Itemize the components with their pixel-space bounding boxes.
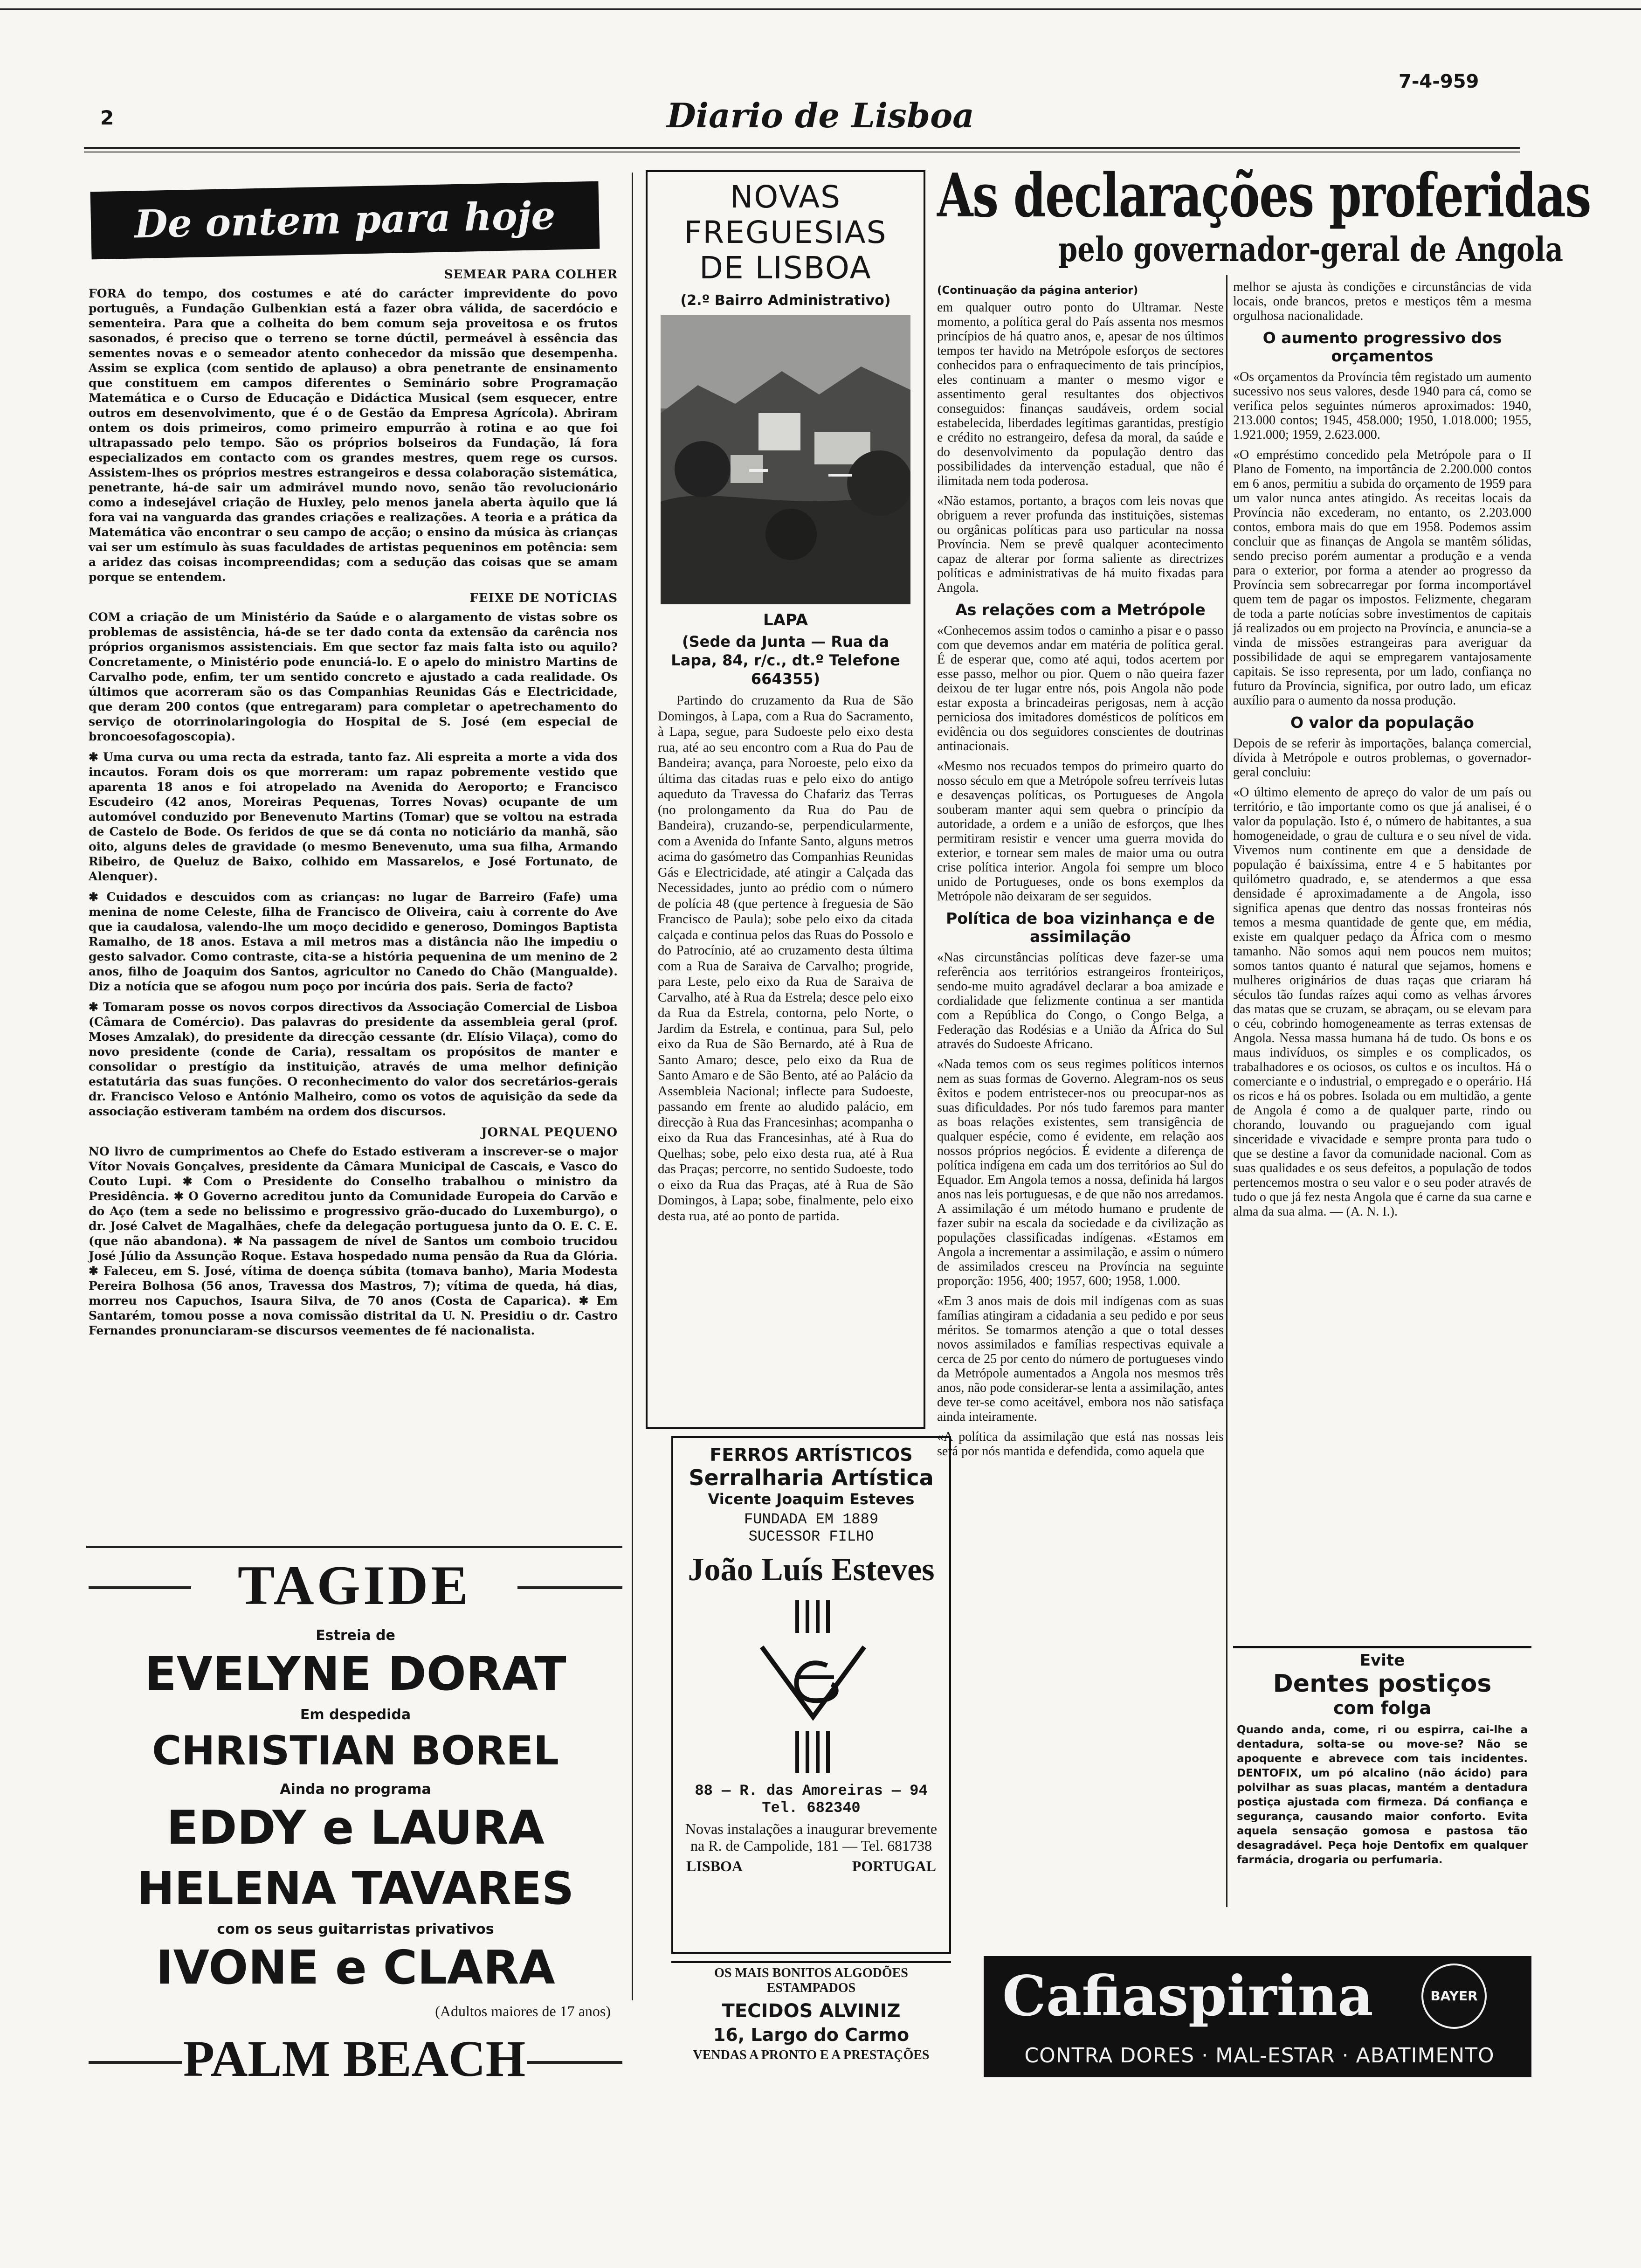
cafiaspirina-brand: Cafiaspirina	[1002, 1964, 1373, 2028]
photo-caption: LAPA	[763, 611, 808, 629]
ad-rule	[89, 1586, 191, 1589]
news-item: ✱ Tomaram posse os novos corpos directivos da Associação Comercial de Lisboa (Câmara de Comércio). Das palavras do presidente da assembleia geral (prof. Moses Amzalak), do presidente da direcção cessante (dr. Elísio Vilaça), como do novo presidente (conde de Caria), ressaltam os propósitos de manter e consolidar o prestígio da instituição, através de uma melhor definição estatutária das suas funções. O reconhecimento do valor dos secretários-gerais dr. Francisco Veloso e António Malheiro, como os votos de aquisição da sede da associação estiveram também na ordem dos discursos.	[89, 1000, 618, 1118]
tagide-line: Ainda no programa	[280, 1781, 431, 1798]
continuation-note: (Continuação da página anterior)	[937, 284, 1138, 297]
serralharia-line: FUNDADA EM 1889	[744, 1511, 879, 1528]
freguesias-subtitle: (2.º Bairro Administrativo)	[680, 292, 891, 309]
masthead-rule	[84, 147, 1520, 149]
tagide-performer: CHRISTIAN BOREL	[152, 1728, 559, 1774]
article-jornal: NO livro de cumprimentos ao Chefe do Estado estiveram a inscrever-se o major Vítor Novais Gonçalves, presidente da Câmara Municipal de Cascais, e Vasco do Couto Lupi. ✱ Com o Presidente do Conselho trabalhou o ministro da Presidência. ✱ O Governo acreditou junto da Comunidade Europeia do Carvão e do Aço (tem a sede no belissimo e progressivo grão-ducado do Luxemburgo), o dr. José Calvet de Magalhães, chefe da delegação portuguesa junto da O. E. C. E. (que não abandona). ✱ Na passagem de nível de Santos um comboio trucidou José Júlio da Assunção Roque. Estava hospedado numa pensão da Rua da Glória. ✱ Faleceu, em S. José, vítima de doença súbita (tomava banho), Maria Modesta Pereira Bolhosa (56 anos, Travessa dos Mastros, 7); vítima de queda, há dias, morreu nos Capuchos, Isaura Silva, de 70 anos (Costa de Caparica). ✱ Em Santarém, tomou posse a nova comissão distrital da U. N. Presidiu o dr. Castro Fernandes pronunciaram-se discursos veementes de fé nacionalista.	[89, 1145, 618, 1337]
article-subheading: O valor da população	[1290, 713, 1474, 732]
article-paragraph: melhor se ajusta às condições e circunstâncias de vida locais, onde brancos, pretos e mestiços têm a mesma orgulhosa nacionalidade.	[1233, 280, 1531, 323]
serralharia-notice: Novas instalações a inaugurar brevemente na R. de Campolide, 181 — Tel. 681738	[685, 1820, 938, 1854]
tecidos-line: VENDAS A PRONTO E A PRESTAÇÕES	[693, 2048, 930, 2062]
ad-rule	[527, 2061, 622, 2064]
article-paragraph: «O empréstimo concedido pela Metrópole para o II Plano de Fomento, na importância de 2.200.000 contos em 6 anos, permitiu a subida do orçamento de 1959 para um valor nunca antes atingido. As receitas locais da Província não excederam, no entanto, os 2.203.000 contos, embora mais do que em 1958. Podemos assim concluir que as finanças de Angola se mantêm sólidas, sendo preciso porém aumentar a produção e a venda para o exterior, por forma a atender ao progresso da Província sem sobrecarregar por forma incomportável quem tem de pagar os impostos. Felizmente, chegaram de toda a parte notícias sobre investimentos de capitais já realizados ou em projecto na Província, e anuncia-se a vinda de missões estrangeiras para averiguar da possibilidade de aqui se empregarem vantajosamente capitais. Se isso representa, por um lado, confiança no futuro da Província, significa, por outro lado, um eficaz auxílio para o aumento da nossa produção.	[1233, 448, 1531, 708]
freguesias-title: NOVAS	[730, 179, 841, 215]
ad-rule	[517, 1586, 622, 1589]
serralharia-line: Vicente Joaquim Esteves	[708, 1490, 915, 1508]
article-feixe: COM a criação de um Ministério da Saúde e o alargamento de vistas sobre os problemas de assistência, há-de se ter dado conta da extensão da carência nos próprios organismos assistenciais. Em que sector faz mais falta isto ou aquilo? Concretamente, o Ministério pode enunciá-lo. E o apelo do ministro Martins de Carvalho pode, enfim, ter um sentido concreto e ajustado a cada realidade. Os últimos que acorreram são os das Companhias Reunidas Gás e Electricidade, que deram 200 contos (que entregaram) para completar o apetrechamento do serviço de otorrinolaringologia do Hospital de S. José (em especial de broncoesofagoscopia).	[89, 610, 618, 743]
article-paragraph: «Mesmo nos recuados tempos do primeiro quarto do nosso século em que a Metrópole sofreu terríveis lutas e desavenças políticas, os Portugueses de Angola souberam manter aqui sem quebra o princípio da autoridade, a ordem e a união de esforços, que lhes permitiram resistir e vencer uma guerra movida do exterior, e tornear sem males de maior uma ou outra crise política interior. Angola foi sempre um bloco unido de Portugueses, onde os bons exemplos da Metrópole não deixaram de ser seguidos.	[937, 759, 1224, 904]
article-paragraph: «O último elemento de apreço do valor de um país ou território, e tão importante como os que já analisei, é o valor da população. Isto é, o número de habitantes, a sua homogeneidade, o grau de cultura e o seu nível de vida. Vivemos num continente em que a densidade de população é baixíssima, entre 4 e 5 habitantes por quilómetro quadrado, e, se atendermos a que essa densidade é aproximadamente a de Angola, isso significa apenas que dentro das nossas fronteiras nós temos a mesma quantidade de gente que, em média, existe em qualquer pedaço da África com o mesmo tamanho. Não somos aqui nem poucos nem muitos; somos tantos quanto é natural que sejamos, homens e mulheres originários de duas raças que criaram há séculos tão fundas raízes aqui como as velhas árvores das matas que se cruzam, se abraçam, ou se elevam para o céu, cobrindo homogeneamente as terras extensas de Angola. Nessa massa humana há de tudo. Os bons e os maus indivíduos, os simples e os complicados, os trabalhadores e os ociosos, os cultos e os incultos. Há o comerciante e o industrial, o empregado e o operário. Há os ricos e há os pobres. Isolada ou em multidão, a gente de Angola é como a de qualquer parte, rindo ou chorando, louvando ou praguejando com igual sinceridade e vivacidade e sempre pronta para tudo o que se destine a favor da comunidade nacional. Com as suas qualidades e os seus defeitos, a população de todos pertencemos mostra o seu valor e o seu poder através de tudo o que já fez nesta Angola que é carne da sua carne e alma da sua alma. — (A. N. I.).	[1233, 785, 1531, 1219]
dentofix-subtitle: com folga	[1333, 1698, 1431, 1718]
tagide-performer: EDDY e LAURA	[166, 1800, 545, 1855]
serralharia-ad	[671, 1436, 951, 1954]
article-subheading: Política de boa vizinhança e de assimilação	[946, 909, 1215, 946]
banner-title: De ontem para hoje	[134, 193, 556, 247]
section-title-semear: SEMEAR PARA COLHER	[444, 268, 618, 282]
article-paragraph: Depois de se referir às importações, balança comercial, dívida à Metrópole e outros problemas, o governador-geral concluiu:	[1233, 736, 1531, 780]
tagide-performer: IVONE e CLARA	[156, 1940, 555, 1995]
news-item: ✱ Uma curva ou uma recta da estrada, tanto faz. Ali espreita a morte a vida dos incautos. Foram dois os que morreram: um rapaz pobremente vestido que aparenta 18 anos e foi atropelado na Avenida do Aeroporto; e Francisco Escudeiro (42 anos, Moreiras Pequenas, Torres Novas) ocupante de um automóvel conduzido por Benevenuto Martins (Tomar) que se voltou na estrada de Castelo de Bode. Os feridos de que se dá conta no noticiário da manhã, são oito, alguns deles de gravidade (o mesmo Benevenuto, uma sua filha, Armando Ribeiro, de Queluz de Baixo, colhido em Massarelos, e José Fortunato, de Alenquer).	[89, 750, 618, 883]
tagide-performer: HELENA TAVARES	[137, 1862, 574, 1915]
ad-rule	[89, 2061, 182, 2064]
serralharia-line: FERROS ARTÍSTICOS	[710, 1445, 913, 1465]
serralharia-line: Serralharia Artística	[689, 1465, 934, 1490]
column-divider	[1226, 275, 1227, 1907]
article-paragraph: «A política da assimilação que está nas nossas leis será por nós mantida e defendida, como aquela que	[937, 1430, 1224, 1459]
ironwork-emblem-icon	[673, 1596, 953, 1782]
dentofix-title: Dentes postiços	[1273, 1670, 1492, 1698]
tagide-ad	[89, 1553, 622, 2126]
page-number: 2	[100, 106, 114, 129]
tecidos-line: OS MAIS BONITOS ALGODÕES ESTAMPADOS	[714, 1966, 908, 1995]
article-paragraph: em qualquer outro ponto do Ultramar. Neste momento, a política geral do País assenta nos mesmos princípios de há quatro anos, e, apesar de nos últimos tempos ter havido na Metrópole esforços de sectores conhecidos para o enfraquecimento de tais princípios, eles continuam a manter o mesmo vigor e assentimento geral resultantes dos objectivos conseguidos: finanças saudáveis, ordem social estabelecida, liberdades legítimas garantidas, prestígio e crédito no estrangeiro, defesa da moral, da saúde e do desenvolvimento da população dentro das possibilidades da intervenção estadual, que não é ilimitada nem toda poderosa.	[937, 300, 1224, 488]
serralharia-location	[686, 1858, 936, 1875]
junta-address: (Sede da Junta — Rua da Lapa, 84, r/c., dt.º Telefone 664355)	[671, 633, 900, 688]
masthead-title: Diario de Lisboa	[667, 96, 974, 135]
article-paragraph: «Nada temos com os seus regimes políticos internos nem as suas formas de Governo. Alegram-nos os seus êxitos e podem entristecer-nos ou preocupar-nos as suas dificuldades. Por nós tudo faremos para manter as boas relações existentes, sem transigência de qualquer espécie, como é evidente, em relação aos nossos próprios negócios. É evidente a diferença de política indígena em cada um dos territórios ao Sul do Equador. Em Angola temos a nossa, definida há largos anos nas leis portuguesas, e de que não nos arredamos. A assimilação é um método humano e prudente de fazer subir na escala da sociedade e da civilização as populações classificadas indígenas. «Estamos em Angola a incrementar a assimilação, e assim o número de assimilados cresceu na Província na seguinte proporção: 1956, 400; 1957, 600; 1958, 1.000.	[937, 1057, 1224, 1288]
article-subheading: O aumento progressivo dos orçamentos	[1262, 329, 1502, 365]
dentofix-ad	[1233, 1646, 1531, 1912]
article-paragraph: «Não estamos, portanto, a braços com leis novas que obriguem a rever profunda das instituições, sistemas ou orgânicas políticas para uso particular na nossa Província. Nem se prevê qualquer acontecimento capaz de alterar por forma saliente as directrizes políticas e administrativas de há muito fixadas para Angola.	[937, 494, 1224, 595]
article-paragraph: «Os orçamentos da Província têm registado um aumento sucessivo nos seus valores, desde 1940 para cá, como se verifica pelos seguintes números aproximados: 1940, 213.000 contos; 1945, 458.000; 1950, 1.018.000; 1955, 1.921.000; 1959, 2.623.000.	[1233, 370, 1531, 442]
masthead-date: 7-4-959	[1399, 71, 1479, 92]
tagide-age-note: (Adultos maiores de 17 anos)	[435, 2003, 611, 2019]
lapa-photo	[661, 315, 910, 604]
article-subhead: pelo governador-geral de Angola	[1058, 229, 1563, 269]
section-title-jornal: JORNAL PEQUENO	[481, 1126, 618, 1140]
serralharia-country: PORTUGAL	[852, 1858, 936, 1874]
freguesias-title: FREGUESIAS	[684, 214, 887, 250]
col1-bottom-rule	[86, 1546, 622, 1548]
freguesias-box	[646, 170, 925, 1429]
freguesias-title: DE LISBOA	[699, 250, 872, 286]
article-col-b	[1233, 280, 1531, 1224]
col1-content	[89, 261, 618, 1344]
serralharia-phone: Tel. 682340	[762, 1799, 861, 1817]
freguesia-limits-text: Partindo do cruzamento da Rua de São Domingos, à Lapa, com a Rua do Sacramento, à Lapa, segue, para Sudoeste pelo eixo desta rua, até ao seu encontro com a Rua do Pau de Bandeira; avança, para Noroeste, pelo eixo da última das citadas ruas e pelo eixo do antigo aqueduto da Travessa do Chafariz das Terras (no prolongamento da Rua do Pau de Bandeira), cruzando-se, perpendicularmente, com a Avenida do Infante Santo, alguns metros acima do gasómetro das Companhias Reunidas Gás e Electricidade, até atingir a Calçada das Necessidades, junto ao prédio com o número de polícia 48 (que pertence à freguesia de São Francisco de Paula); sobe pelo eixo da citada calçada e continua pelos das Ruas do Possolo e do Patrocínio, até ao cruzamento desta última com a Rua de Saraiva de Carvalho; progride, para Leste, pelo eixo da Rua de Saraiva de Carvalho, até à Rua da Estrela; desce pelo eixo da Rua da Estrela, contorna, pelo Norte, o Jardim da Estrela, e continua, para Sul, pelo eixo da Rua de São Bernardo, até à Rua de Santo Amaro; desce, pelo eixo da Rua de Santo Amaro e de São Bento, até ao Palácio da Assembleia Nacional; inflecte para Sudoeste, passando em frente ao aludido palácio, em direcção à Rua das Francesinhas; acompanha o eixo da Rua das Francesinhas, até à Rua do Quelhas; sobe, pelo eixo desta rua, até à Rua das Praças; percorre, no sentido Sudoeste, todo o eixo da Rua das Praças, até à Rua de São Domingos, à Lapa; sobe, finalmente, pelo eixo desta rua, até ao ponto de partida.	[658, 693, 913, 1224]
tagide-line: com os seus guitarristas privativos	[217, 1921, 494, 1937]
column-divider	[632, 173, 633, 2000]
news-item: ✱ Cuidados e descuidos com as crianças: no lugar de Barreiro (Fafe) uma menina de nome Celeste, filha de Francisco de Oliveira, caiu à corrente do Ave que ia caudalosa, valendo-lhe um moço decidido e generoso, Domingos Baptista Ramalho, de 18 anos. Estava a mil metros mas a distância não lhe impediu o gesto salvador. Como contraste, cita-se a história pequenina de um menino de 2 anos, filho de Joaquim dos Santos, agricultor no Canedo do Chão (Mangualde). Diz a notícia que se afogou num poço por incúria dos pais. Seria de facto?	[89, 890, 618, 993]
article-col-a	[937, 284, 1224, 1464]
bayer-seal-icon	[1421, 1964, 1487, 2029]
tagide-line: Estreia de	[316, 1627, 395, 1644]
article-paragraph: «Em 3 anos mais de dois mil indígenas com as suas famílias atingiram a cidadania a seu pedido e por seus méritos. Se tomarmos atenção a que o total desses novos assimilados e famílias respectivas equivale a cerca de 25 por cento do número de portugueses vindo da Metrópole aumentados a Angola nos mesmos três anos, não pode considerar-se lenta a assimilação, antes deve ter-se como aceitável, embora nos não satisfaça ainda inteiramente.	[937, 1294, 1224, 1424]
tagide-title: TAGIDE	[237, 1554, 471, 1616]
news-item-text: Uma curva ou uma recta da estrada, tanto faz. Ali espreita a morte a vida dos incautos. Foram dois os que morreram: um rapaz pobremente vestido que aparenta 18 anos e foi atropelado na Avenida do Aeroporto; e Francisco Escudeiro (42 anos, Moreiras Pequenas, Torres Novas) ocupante de um automóvel conduzido por Benevenuto Martins (Tomar) que se voltou na estrada de Castelo de Bode. Os feridos de que se dá conta no noticiário da manhã, são oito, alguns deles de gravidade (o mesmo Benevenuto, uma sua filha, Armando Ribeiro, de Queluz de Baixo, colhido em Massarelos, e José Fortunato, de Alenquer).	[89, 750, 618, 883]
serralharia-address: 88 — R. das Amoreiras — 94	[695, 1782, 928, 1799]
top-rule	[0, 8, 1641, 10]
serralharia-city: LISBOA	[686, 1858, 743, 1874]
news-item-text: Cuidados e descuidos com as crianças: no lugar de Barreiro (Fafe) uma menina de nome Celeste, filha de Francisco de Oliveira, caiu à corrente do Ave que ia caudalosa, valendo-lhe um moço decidido e generoso, Domingos Baptista Ramalho, de 18 anos. Estava a mil metros mas a distância não lhe impediu o gesto salvador. Como contraste, cita-se a história pequenina de um menino de 2 anos, filho de Joaquim dos Santos, agricultor no Canedo do Chão (Mangualde). Diz a notícia que se afogou num poço por incúria dos pais. Seria de facto?	[89, 890, 618, 993]
tecidos-address: 16, Largo do Carmo	[713, 2025, 910, 2045]
dentofix-top: Evite	[1359, 1651, 1405, 1670]
tagide-venue: PALM BEACH	[183, 2030, 526, 2087]
article-paragraph: «Nas circunstâncias políticas deve fazer-se uma referência aos territórios estrangeiros fronteiriços, sendo-me muito agradável declarar a boa amizade e cordialidade que felizmente continua a ser mantida com a República do Congo, o Congo Belga, a Federação das Rodésias e a União da África do Sul através do Sudoeste Africano.	[937, 950, 1224, 1051]
tecidos-ad	[671, 1961, 951, 2110]
article-subheading: As relações com a Metrópole	[955, 601, 1206, 619]
article-headline: As declarações proferidas	[937, 161, 1591, 231]
article-semear: FORA do tempo, dos costumes e até do carácter imprevidente do povo português, a Fundação Gulbenkian está a fazer obra válida, de sacerdócio e sementeira. Para que a colheita do bem comum seja proveitosa e os frutos sasonados, é preciso que o terreno se torne dúctil, permeável à essência das sementes novas e o semeador atento conhecedor da missão que desempenha. Assim se explica (com sentido de aplauso) a obra penetrante de ensinamento que constituem em campos diferentes o Seminário sobre Programação Matemática e o Curso de Educação e Didáctica Musical (sem esquecer, entre outros em desenvolvimento, que é o de Gestão da Empresa Agrícola). Abriram ontem os dois primeiros, como primeiro empurrão à rotina e ao que foi ultrapassado pelo tempo. São os próprios bolseiros da Fundação, lá fora especializados em contacto com os grandes mestres, quem rege os cursos. Assistem-lhes os próprios mestres estrangeiros e dessa colaboração sistemática, penetrante, há-de sair um admirável mundo novo, senão tão revolucionário como a indesejável criação de Huxley, pelo menos janela aberta àquilo que lá fora vai na vanguarda das grandes criações e realizações. A teoria e a prática da Matemática vão encontrar o seu campo de acção; o ensino da música às crianças vai ser um estímulo às suas faculdades de artistas pequeninos em potência: sem a aridez das coisas incompreendidas; com a sedução das coisas que se amam porque se entendem.	[89, 287, 618, 584]
section-title-feixe: FEIXE DE NOTÍCIAS	[469, 591, 618, 605]
serralharia-line: SUCESSOR FILHO	[748, 1528, 874, 1545]
tecidos-brand: TECIDOS ALVINIZ	[722, 2000, 901, 2022]
dentofix-text: Quando anda, come, ri ou espirra, cai-lhe a dentadura, solta-se ou move-se? Não se apoquente e abrevece com tais incidentes. DENTOFIX, um pó alcalino (não ácido) para polvilhar as suas placas, mantém a dentadura postiça ajustada com firmeza. Dá confiança e segurança, causando maior conforto. Evita aquela sensação gomosa e pastosa tão desagradável. Peça hoje Dentofix em qualquer farmácia, drogaria ou perfumaria.	[1237, 1724, 1528, 1866]
serralharia-owner: João Luís Esteves	[688, 1552, 935, 1588]
cafiaspirina-tagline: CONTRA DORES · MAL-ESTAR · ABATIMENTO	[1024, 2044, 1495, 2067]
banner-box	[90, 181, 600, 260]
article-paragraph: «Conhecemos assim todos o caminho a pisar e o passo com que devemos andar em matéria de política geral. É de esperar que, como até aqui, todos acertem por esse passo, melhor ou pior. Quem o não queira fazer deixou de ter lugar entre nós, pois Angola não pode estar exposta a brincadeiras perigosas, nem à acção perniciosa dos imitadores domésticos de políticos em evidência ou dos seguidores conscientes de doutrinas antinacionais.	[937, 623, 1224, 754]
news-item-text: Tomaram posse os novos corpos directivos da Associação Comercial de Lisboa (Câmara de Comércio). Das palavras do presidente da assembleia geral (prof. Moses Amzalak), do presidente da direcção cessante (dr. Elísio Vilaça), como do novo presidente (conde de Caria), ressaltam os propósitos de manter e consolidar o prestígio da instituição, através de uma melhor definição estatutária das suas funções. O reconhecimento do valor dos secretários-gerais dr. Francisco Veloso e António Malheiro, como os votos de aquisição da sede da associação estiveram também na ordem dos discursos.	[89, 1000, 618, 1118]
lapa-photo-illustration	[661, 315, 910, 604]
bayer-seal-text: BAYER	[1430, 1988, 1478, 2004]
cafiaspirina-ad	[984, 1956, 1531, 2077]
tagide-line: Em despedida	[300, 1707, 411, 1723]
tagide-headliner: EVELYNE DORAT	[145, 1646, 566, 1701]
